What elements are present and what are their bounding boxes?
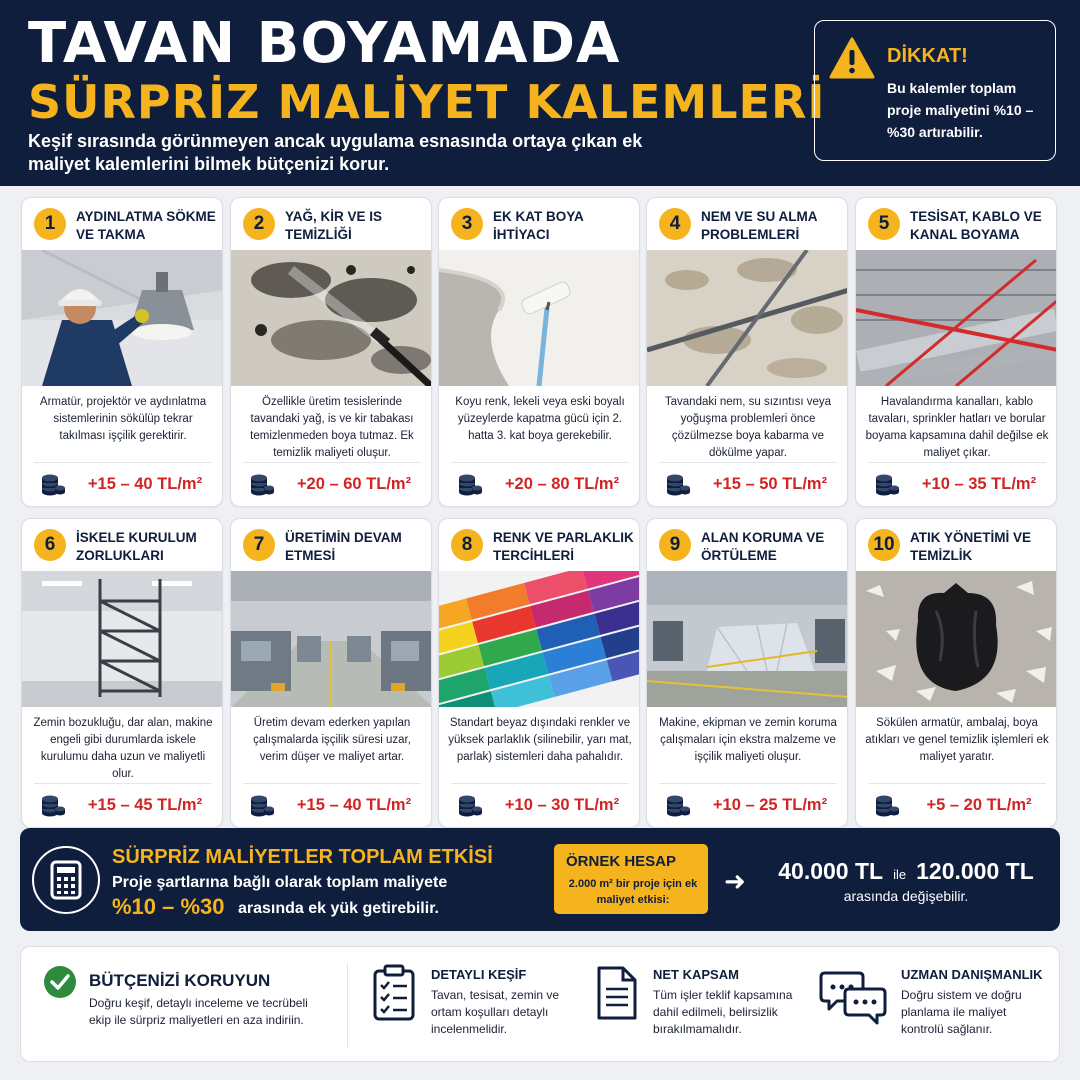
summary-percent: %10 – %30	[112, 894, 225, 919]
card-photo-moisture	[647, 250, 848, 386]
footer-item-clear-scope	[595, 947, 815, 1063]
card-number-badge: 4	[659, 208, 691, 240]
warning-triangle-icon	[829, 37, 875, 79]
card-number-badge: 8	[451, 529, 483, 561]
coin-stack-icon	[874, 794, 900, 818]
protect-text: Doğru keşif, detaylı inceleme ve tecrübeli ekip ile sürpriz maliyetleri en aza indiriin.	[89, 996, 308, 1027]
coin-stack-icon	[665, 473, 691, 497]
summary-text-after: arasında ek yük getirebilir.	[238, 900, 439, 917]
card-description: Havalandırma kanalları, kablo tavaları, sprinkler hatları ve borular boyama kapsamına dahil değilse ek maliyet çıkar.	[865, 396, 1049, 459]
value-from: 40.000 TL	[778, 858, 884, 884]
cost-card	[855, 197, 1057, 507]
coin-stack-icon	[40, 473, 66, 497]
card-price: +15 – 40 TL/m²	[87, 475, 203, 493]
card-photo-roller	[439, 250, 640, 386]
card-number-badge: 1	[34, 208, 66, 240]
page-title-line2: SÜRPRİZ MALİYET KALEMLERİ	[28, 75, 826, 129]
cost-card	[438, 197, 640, 507]
card-number-badge: 5	[868, 208, 900, 240]
footer-panel	[20, 946, 1060, 1062]
card-number-badge: 10	[868, 529, 900, 561]
coin-stack-icon	[665, 794, 691, 818]
summary-bar	[20, 828, 1060, 931]
card-divider	[868, 462, 1046, 463]
card-photo-waste-bag	[856, 571, 1057, 707]
card-title: NEM VE SU ALMA PROBLEMLERİ	[701, 209, 818, 242]
footer-item-text: Tavan, tesisat, zemin ve ortam koşulları detaylı incelenmelidir.	[431, 988, 560, 1036]
card-price: +10 – 35 TL/m²	[921, 475, 1037, 493]
card-photo-production	[231, 571, 432, 707]
card-description: Tavandaki nem, su sızıntısı veya yoğuşma problemleri önce çözülmezse boya kabarma ve dökülme yapar.	[664, 396, 832, 459]
footer-item-text: Tüm işler teklif kapsamına dahil edilmeli, belirsizlik bırakılmamalıdır.	[653, 988, 793, 1036]
card-price: +10 – 30 TL/m²	[504, 796, 620, 814]
card-price: +10 – 25 TL/m²	[712, 796, 828, 814]
page-title-line1: TAVAN BOYAMADA	[28, 11, 621, 76]
card-title: İSKELE KURULUM ZORLUKLARI	[76, 530, 197, 563]
cost-card	[21, 518, 223, 828]
cost-card	[21, 197, 223, 507]
card-price: +15 – 40 TL/m²	[296, 796, 412, 814]
value-connector: ile	[893, 867, 907, 882]
card-divider	[451, 783, 629, 784]
card-price: +5 – 20 TL/m²	[926, 796, 1032, 814]
cost-card	[230, 518, 432, 828]
card-title: YAĞ, KİR VE IS TEMİZLİĞİ	[285, 209, 383, 242]
card-photo-ducts	[856, 250, 1057, 386]
card-photo-covering	[647, 571, 848, 707]
card-price: +20 – 60 TL/m²	[296, 475, 412, 493]
card-title: AYDINLATMA SÖKME VE TAKMA	[76, 209, 216, 242]
card-photo-lighting	[22, 250, 223, 386]
protect-budget-block	[21, 947, 347, 1063]
card-number-badge: 9	[659, 529, 691, 561]
value-to: 120.000 TL	[916, 858, 1034, 884]
card-divider	[659, 462, 837, 463]
arrow-right-icon: ➜	[724, 866, 746, 896]
page-subtitle: Keşif sırasında görünmeyen ancak uygulama esnasında ortaya çıkan ek maliyet kalemlerini bilmek bütçenizi korur.	[28, 131, 643, 174]
card-description: Koyu renk, lekeli veya eski boyalı yüzeylerde kapatma gücü için 2. hatta 3. kat boya gerekebilir.	[455, 396, 625, 442]
card-description: Standart beyaz dışındaki renkler ve yüksek parlaklık (silinebilir, yarı mat, parlak) sistemleri daha pahalıdır.	[448, 717, 632, 763]
warning-text: Bu kalemler toplam proje maliyetini %10 – %30 artırabilir.	[887, 80, 1034, 140]
card-description: Zemin bozukluğu, dar alan, makine engeli gibi durumlarda iskele kurulumu daha uzun ve maliyetli olur.	[33, 717, 213, 780]
check-circle-icon	[43, 965, 77, 999]
card-title: TESİSAT, KABLO VE KANAL BOYAMA	[910, 209, 1042, 242]
card-description: Makine, ekipman ve zemin koruma çalışmaları için ekstra malzeme ve işçilik maliyeti oluşur.	[659, 717, 837, 763]
card-number-badge: 2	[243, 208, 275, 240]
card-divider	[451, 462, 629, 463]
card-title: RENK VE PARLAKLIK TERCİHLERİ	[493, 530, 634, 563]
card-description: Sökülen armatür, ambalaj, boya atıkları ve genel temizlik işlemleri ek maliyet yaratır.	[865, 717, 1049, 763]
card-title: EK KAT BOYA İHTİYACI	[493, 209, 584, 242]
card-divider	[868, 783, 1046, 784]
cost-card	[438, 518, 640, 828]
example-title: ÖRNEK HESAP	[566, 853, 677, 870]
example-text: 2.000 m² bir proje için ek maliyet etkisi:	[568, 878, 698, 906]
warning-box	[814, 20, 1056, 161]
card-price: +15 – 45 TL/m²	[87, 796, 203, 814]
card-title: ÜRETİMİN DEVAM ETMESİ	[285, 530, 402, 563]
footer-item-expert-consulting	[819, 947, 1059, 1063]
coin-stack-icon	[249, 794, 275, 818]
card-photo-cleaning	[231, 250, 432, 386]
summary-title: SÜRPRİZ MALİYETLER TOPLAM ETKİSİ	[112, 846, 493, 868]
coin-stack-icon	[249, 473, 275, 497]
footer-item-title: UZMAN DANIŞMANLIK	[901, 967, 1043, 982]
card-divider	[34, 462, 212, 463]
cost-card	[646, 197, 848, 507]
example-calculation-box	[554, 844, 708, 914]
card-price: +20 – 80 TL/m²	[504, 475, 620, 493]
example-value-range	[768, 858, 1044, 885]
protect-title: BÜTÇENİZİ KORUYUN	[89, 971, 271, 990]
footer-divider	[347, 963, 348, 1047]
card-photo-scaffold	[22, 571, 223, 707]
card-description: Özellikle üretim tesislerinde tavandaki yağ, is ve kir tabakası temizlenmeden boya tutmaz. Ek temizlik maliyeti oluşur.	[250, 396, 414, 459]
footer-item-detailed-survey	[371, 947, 591, 1063]
coin-stack-icon	[874, 473, 900, 497]
card-divider	[34, 783, 212, 784]
document-icon	[595, 965, 639, 1021]
card-number-badge: 7	[243, 529, 275, 561]
coin-stack-icon	[40, 794, 66, 818]
header-banner	[0, 0, 1080, 186]
card-divider	[243, 462, 421, 463]
warning-title: DİKKAT!	[887, 45, 968, 67]
footer-item-text: Doğru sistem ve doğru planlama ile maliyet kontrolü sağlanır.	[901, 988, 1022, 1036]
cost-card	[230, 197, 432, 507]
coin-stack-icon	[457, 794, 483, 818]
card-title: ATIK YÖNETİMİ VE TEMİZLİK	[910, 530, 1032, 563]
card-number-badge: 3	[451, 208, 483, 240]
card-description: Armatür, projektör ve aydınlatma sistemlerinin sökülüp tekrar takılması işçilik gerektirir.	[39, 396, 207, 442]
coin-stack-icon	[457, 473, 483, 497]
cost-card	[646, 518, 848, 828]
card-number-badge: 6	[34, 529, 66, 561]
card-price: +15 – 50 TL/m²	[712, 475, 828, 493]
summary-text: Proje şartlarına bağlı olarak toplam maliyete	[112, 874, 448, 891]
card-divider	[659, 783, 837, 784]
card-title: ALAN KORUMA VE ÖRTÜLEME	[701, 530, 825, 563]
card-description: Üretim devam ederken yapılan çalışmalarda işçilik süresi uzar, verim düşer ve maliyet artar.	[253, 717, 411, 763]
footer-item-title: NET KAPSAM	[653, 967, 739, 982]
card-divider	[243, 783, 421, 784]
clipboard-checklist-icon	[371, 963, 417, 1023]
cost-card	[855, 518, 1057, 828]
footer-item-title: DETAYLI KEŞİF	[431, 967, 527, 982]
calculator-icon	[32, 846, 100, 914]
card-photo-color-swatches	[439, 571, 640, 707]
chat-bubbles-icon	[819, 967, 887, 1025]
value-subtext: arasında değişebilir.	[843, 888, 969, 904]
